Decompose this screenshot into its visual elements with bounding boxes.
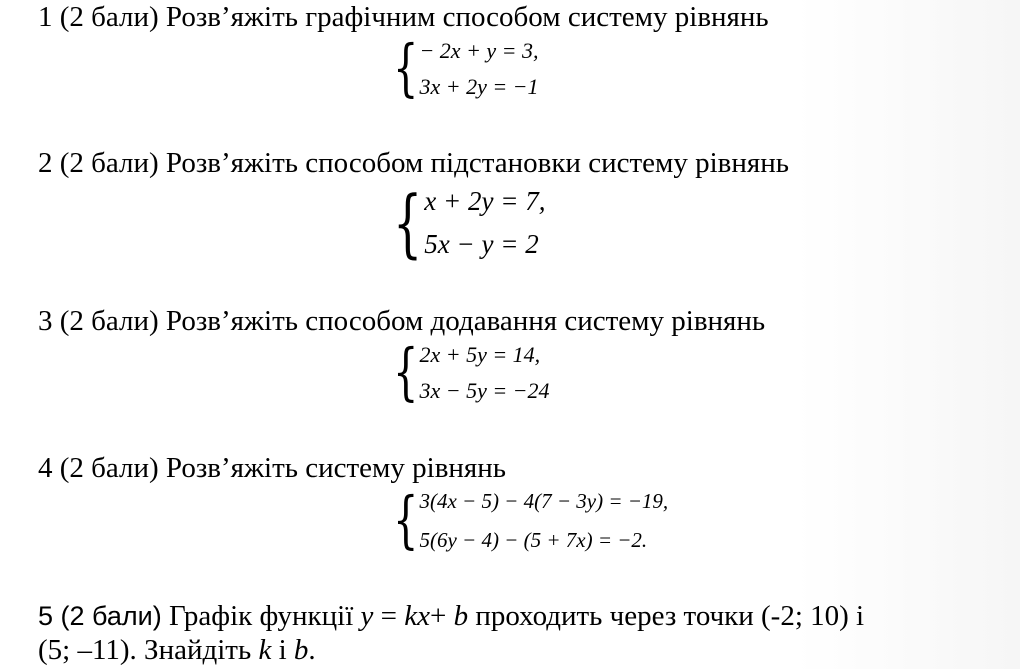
task-1-title: 1 (2 бали) Розв’яжіть графічним способом систему рівнянь <box>38 1 769 33</box>
task-2-equation-1: x + 2y = 7, <box>424 186 546 216</box>
task-5-plus: + <box>430 600 454 632</box>
task-1-equation-2: 3x + 2y = −1 <box>419 74 539 99</box>
task-5-text-a: Графік функції <box>161 600 361 632</box>
task-5-var-b-2: b <box>293 634 309 666</box>
task-1-equation-1: − 2x + y = 3, <box>419 38 539 63</box>
task-3-equation-1: 2x + 5y = 14, <box>419 342 541 367</box>
task-2-equation-2: 5x − y = 2 <box>424 229 539 259</box>
task-5-and: і <box>271 634 294 666</box>
task-4-equation-2: 5(6y − 4) − (5 + 7x) = −2. <box>419 528 648 552</box>
task-5-var-y: y <box>360 600 374 632</box>
task-5-var-b: b <box>453 600 469 632</box>
task-5-text-c: (5; –11). Знайдіть <box>38 634 259 666</box>
task-5-eq-sign: = <box>373 600 405 632</box>
task-3-title: 3 (2 бали) Розв’яжіть способом додавання систему рівнянь <box>38 305 766 337</box>
task-5-var-k: k <box>258 634 272 666</box>
task-3-equation-2: 3x − 5y = −24 <box>419 378 550 403</box>
task-5-line-2 <box>38 633 316 667</box>
left-brace-icon: { <box>393 485 419 557</box>
task-3-equation-system <box>393 337 550 409</box>
task-5-var-kx: kx <box>404 600 431 632</box>
task-2-equation-system <box>393 179 546 267</box>
task-5-text-b: проходить через точки (-2; 10) і <box>468 600 865 632</box>
task-5-lead: 5 (2 бали) <box>38 601 162 631</box>
task-5-dot: . <box>308 634 316 666</box>
task-2-title: 2 (2 бали) Розв’яжіть способом підстановки систему рівнянь <box>38 147 789 179</box>
task-4-equation-1: 3(4x − 5) − 4(7 − 3y) = −19, <box>419 489 669 513</box>
left-brace-icon: { <box>393 337 419 409</box>
task-1-equation-system <box>393 33 539 105</box>
task-4-title: 4 (2 бали) Розв’яжіть систему рівнянь <box>38 452 506 484</box>
left-brace-icon: { <box>393 179 423 267</box>
task-4-equation-system <box>393 485 669 557</box>
left-brace-icon: { <box>393 33 419 105</box>
task-5-line-1 <box>38 599 864 633</box>
